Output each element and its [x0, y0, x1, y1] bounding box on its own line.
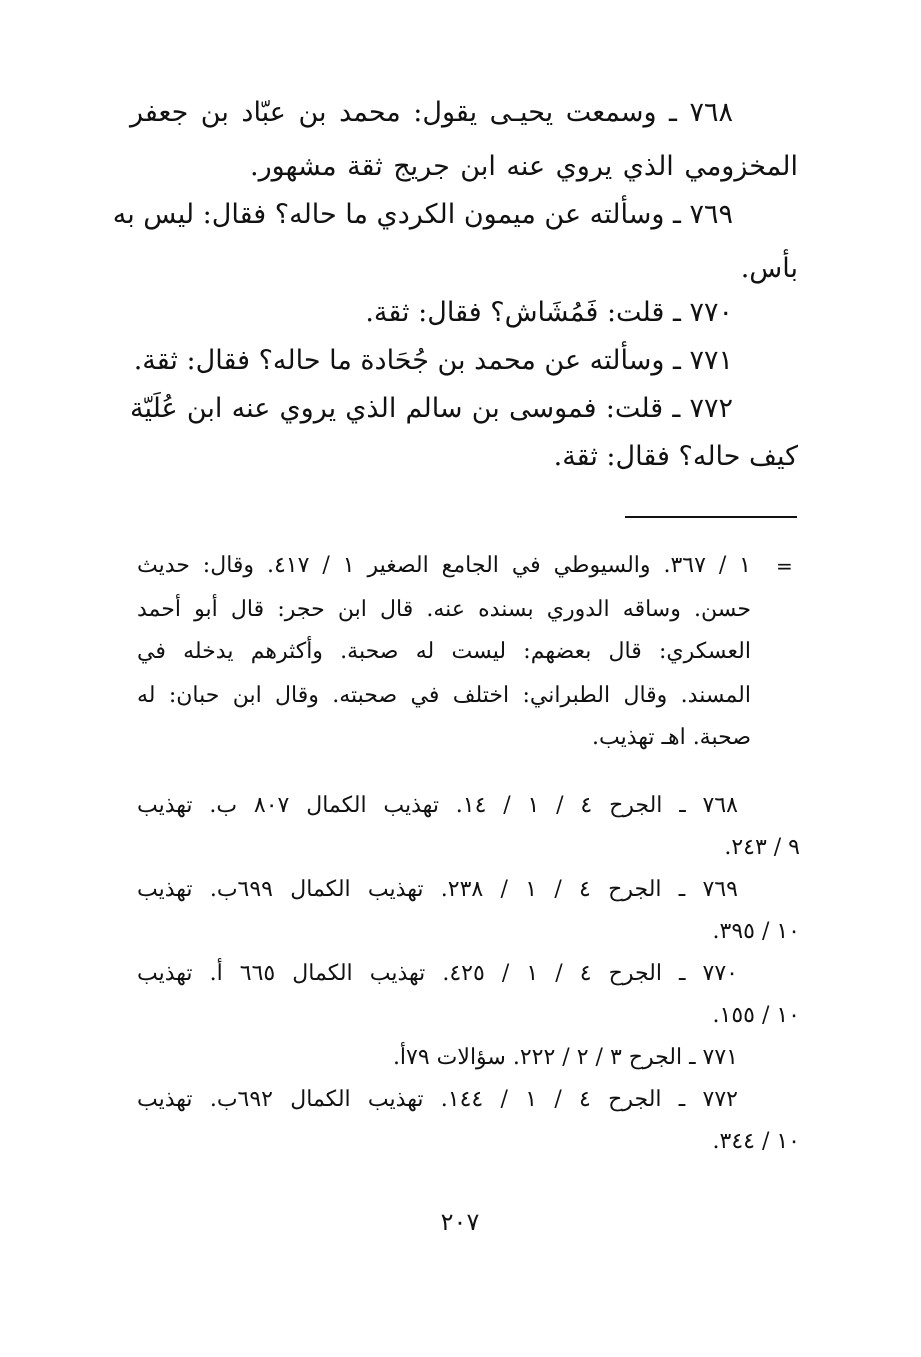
- footnote-line: حسن. وساقه الدوري بسنده عنه. قال ابن حجر: قال أبو أحمد: [137, 597, 751, 622]
- footnote-line: ١ / ٣٦٧. والسيوطي في الجامع الصغير ١ / ٤١٧. وقال: حديث: [137, 553, 751, 578]
- page-number: ٢٠٧: [440, 1208, 480, 1236]
- footnote-line: المسند. وقال الطبراني: اختلف في صحبته. وقال ابن حبان: له: [137, 683, 751, 708]
- reference-line: ١٠ / ١٥٥.: [712, 1003, 800, 1028]
- body-line: بأس.: [740, 253, 798, 284]
- reference-line: ٧٧٢ ـ الجرح ٤ / ١ / ١٤٤. تهذيب الكمال ٦٩٢ب. تهذيب: [137, 1087, 738, 1112]
- reference-line: ٩ / ٢٤٣.: [724, 835, 800, 860]
- reference-line: ٧٧٠ ـ الجرح ٤ / ١ / ٤٢٥. تهذيب الكمال ٦٦٥ أ. تهذيب: [137, 961, 738, 986]
- footnote-line: صحبة. اهـ تهذيب.: [592, 725, 751, 750]
- footnote-line: العسكري: قال بعضهم: ليست له صحبة. وأكثرهم يدخله في: [137, 639, 751, 664]
- reference-line: ٧٦٩ ـ الجرح ٤ / ١ / ٢٣٨. تهذيب الكمال ٦٩٩ب. تهذيب: [137, 877, 738, 902]
- body-line: ٧٧١ ـ وسألته عن محمد بن جُحَادة ما حاله؟ فقال: ثقة.: [133, 345, 733, 376]
- body-line: المخزومي الذي يروي عنه ابن جريج ثقة مشهور.: [250, 151, 798, 182]
- reference-line: ٧٧١ ـ الجرح ٣ / ٢ / ٢٢٢. سؤالات ٧٩أ.: [392, 1045, 738, 1070]
- body-line: ٧٧٠ ـ قلت: فَمُشَاش؟ فقال: ثقة.: [365, 297, 733, 328]
- body-line: ٧٧٢ ـ قلت: فموسى بن سالم الذي يروي عنه ابن عُلَيّة: [130, 393, 733, 424]
- body-line: كيف حاله؟ فقال: ثقة.: [553, 441, 798, 472]
- reference-line: ١٠ / ٣٩٥.: [712, 919, 800, 944]
- reference-line: ١٠ / ٣٤٤.: [712, 1129, 800, 1154]
- reference-line: ٧٦٨ ـ الجرح ٤ / ١ / ١٤. تهذيب الكمال ٨٠٧ ب. تهذيب: [137, 793, 738, 818]
- body-line: ٧٦٨ ـ وسمعت يحيـى يقول: محمد بن عبّاد بن جعفر: [130, 97, 733, 128]
- body-line: ٧٦٩ ـ وسألته عن ميمون الكردي ما حاله؟ فقال: ليس به: [112, 199, 733, 230]
- footnote-separator: [625, 516, 797, 518]
- continuation-marker: =: [776, 554, 793, 578]
